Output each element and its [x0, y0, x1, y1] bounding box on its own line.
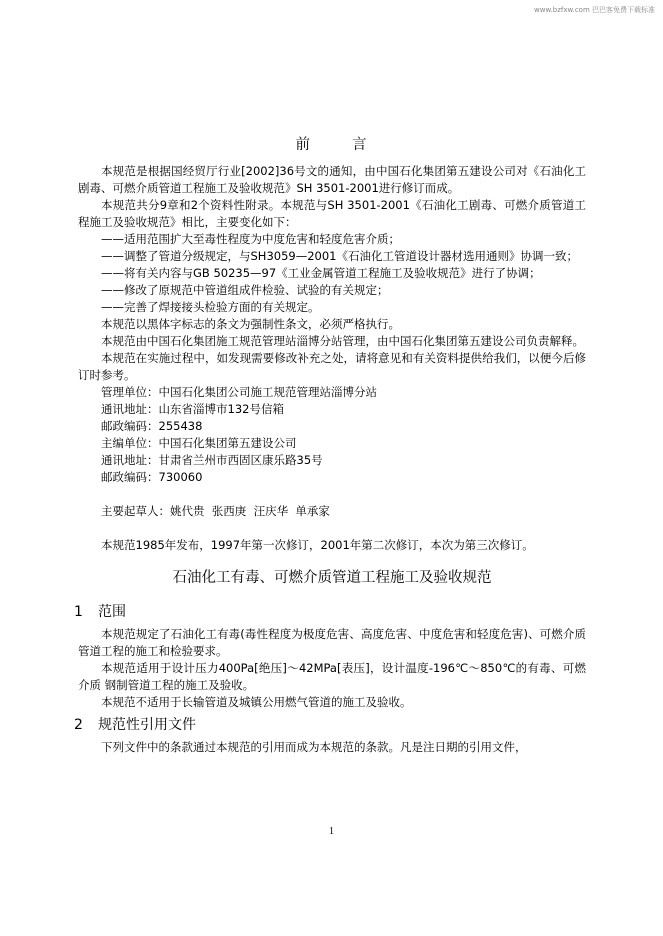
section-number: 2	[74, 717, 83, 733]
section-paragraph: 本规范适用于设计压力400Pa[绝压]～42MPa[表压]，设计温度-196℃～850℃的有毒、可燃介质 钢制管道工程的施工及验收。	[78, 661, 586, 692]
section-paragraph: 本规范不适用于长输管道及城镇公用燃气管道的施工及验收。	[101, 695, 412, 709]
drafters-line: 主要起草人：姚代贵 张西庚 汪庆华 单承家	[101, 504, 330, 518]
change-item: ——完善了焊接接头检验方面的有关规定。	[101, 300, 320, 314]
revision-history: 本规范1985年发布，1997年第一次修订，2001年第二次修订，本次为第三次修订。	[101, 538, 534, 552]
contact-line: 邮政编码：255438	[101, 419, 203, 433]
foreword-heading: 前言	[295, 137, 409, 153]
section-heading-1	[74, 602, 586, 622]
standard-title: 石油化工有毒、可燃介质管道工程施工及验收规范	[172, 570, 492, 586]
contact-line: 通讯地址：山东省淄博市132号信箱	[101, 402, 284, 416]
contact-line: 管理单位：中国石化集团公司施工规范管理站淄博分站	[101, 385, 377, 399]
document-body	[74, 135, 586, 756]
foreword-paragraph: 本规范以黑体字标志的条文为强制性条文，必须严格执行。	[101, 317, 400, 331]
page-number: 1	[329, 826, 334, 837]
contact-line: 邮政编码：730060	[101, 470, 203, 484]
section-paragraph: 本规范规定了石油化工有毒(毒性程度为极度危害、高度危害、中度危害和轻度危害)、可燃介质管道工程的施工和检验要求。	[78, 627, 586, 658]
contact-line: 主编单位：中国石化集团第五建设公司	[101, 436, 297, 450]
foreword-paragraph: 本规范在实施过程中，如发现需要修改补充之处，请将意见和有关资料提供给我们，以便今后修订时参考。	[78, 351, 586, 382]
change-item: ——调整了管道分级规定，与SH3059—2001《石油化工管道设计器材选用通则》协调一致；	[101, 249, 578, 263]
section-heading-2	[74, 715, 586, 735]
change-item: ——修改了原规范中管道组成件检验、试验的有关规定；	[101, 283, 389, 297]
foreword-paragraph: 本规范由中国石化集团施工规范管理站淄博分站管理，由中国石化集团第五建设公司负责解释。	[101, 334, 584, 348]
foreword-paragraph: 本规范是根据国经贸厅行业[2002]36号文的通知，由中国石化集团第五建设公司对《石油化工剧毒、可燃介质管道工程施工及验收规范》SH 3501-2001进行修订而成。	[78, 164, 586, 195]
section-number: 1	[74, 604, 83, 620]
section-title: 范围	[98, 604, 126, 620]
section-title: 规范性引用文件	[98, 717, 196, 733]
change-item: ——将有关内容与GB 50235—97《工业金属管道工程施工及验收规范》进行了协调；	[101, 266, 541, 280]
section-paragraph: 下列文件中的条款通过本规范的引用而成为本规范的条款。凡是注日期的引用文件，	[101, 740, 527, 754]
foreword-paragraph: 本规范共分9章和2个资料性附录。本规范与SH 3501-2001《石油化工剧毒、可燃介质管道工程施工及验收规范》相比，主要变化如下：	[78, 198, 586, 229]
change-item: ——适用范围扩大至毒性程度为中度危害和轻度危害介质；	[101, 232, 400, 246]
watermark-text: www.bzfxw.com 巴巴客免费下载标准	[534, 6, 655, 14]
contact-line: 通讯地址：甘肃省兰州市西固区康乐路35号	[101, 453, 323, 467]
